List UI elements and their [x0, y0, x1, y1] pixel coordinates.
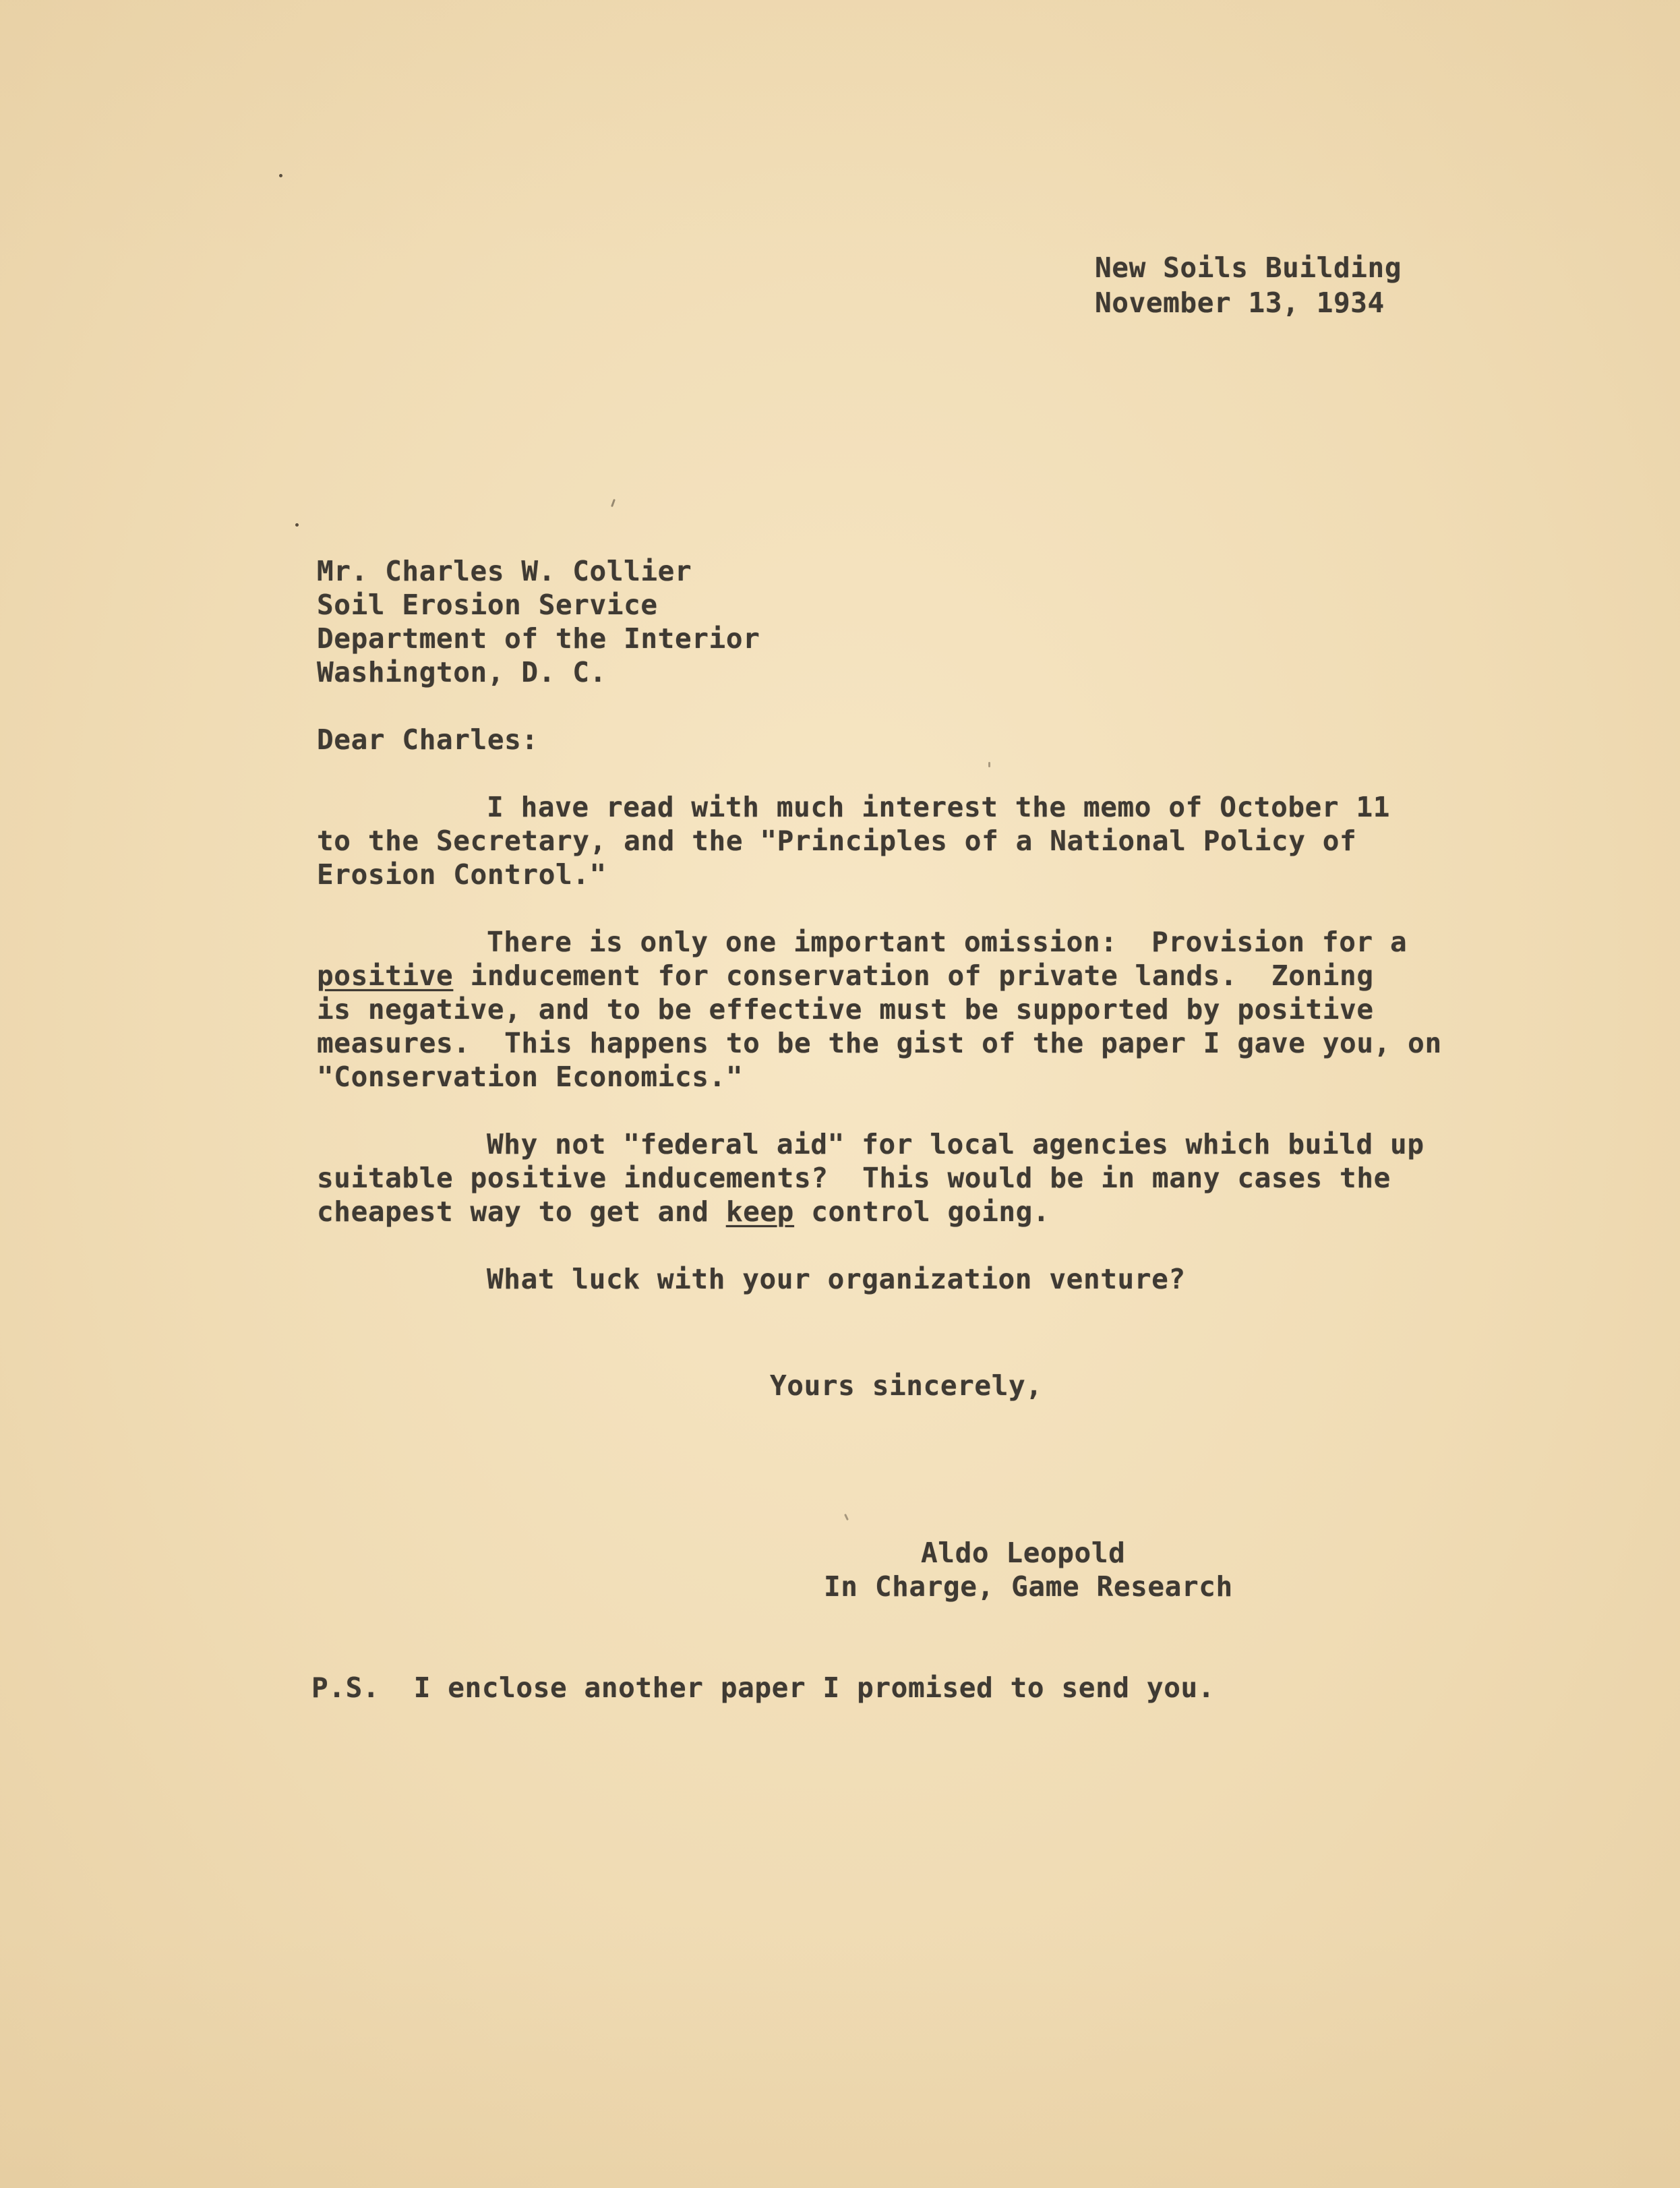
paragraph-2-line-2-rest: inducement for conservation of private lands. Zoning	[453, 959, 1374, 992]
paper-speck	[279, 174, 282, 177]
paragraph-3-line-1: Why not "federal aid" for local agencies which build up	[487, 1128, 1424, 1160]
paragraph-3-line-2: suitable positive inducements? This would be in many cases the	[317, 1162, 1391, 1194]
salutation: Dear Charles:	[317, 723, 539, 756]
signature-title: In Charge, Game Research	[824, 1570, 1233, 1603]
paragraph-3-line-3	[317, 1195, 1050, 1229]
paragraph-2-line-2	[317, 959, 1374, 993]
date-line: November 13, 1934	[1095, 287, 1385, 319]
signature-name: Aldo Leopold	[921, 1537, 1126, 1569]
paragraph-4: What luck with your organization venture?	[487, 1263, 1186, 1295]
paragraph-2-line-4: measures. This happens to be the gist of the paper I gave you, on	[317, 1027, 1442, 1059]
paper-speck	[844, 1514, 849, 1520]
paper-speck	[611, 499, 616, 507]
paragraph-1-line-1: I have read with much interest the memo of October 11	[487, 791, 1391, 823]
paper-speck	[295, 523, 299, 527]
address-line: New Soils Building	[1095, 252, 1402, 284]
recipient-office: Soil Erosion Service	[317, 589, 658, 621]
recipient-city: Washington, D. C.	[317, 656, 607, 688]
recipient-department: Department of the Interior	[317, 622, 760, 655]
paragraph-3-line-3-end: control going.	[793, 1195, 1050, 1228]
paragraph-1-line-2: to the Secretary, and the "Principles of a National Policy of	[317, 825, 1357, 857]
paragraph-2-line-3: is negative, and to be effective must be supported by positive	[317, 993, 1374, 1026]
underlined-word-positive: positive	[317, 959, 454, 992]
paragraph-1-line-3: Erosion Control."	[317, 858, 607, 891]
postscript: P.S. I enclose another paper I promised to send you.	[311, 1672, 1216, 1704]
underlined-word-keep: keep	[725, 1195, 794, 1228]
closing: Yours sincerely,	[770, 1369, 1043, 1402]
paragraph-2-line-5: "Conservation Economics."	[317, 1061, 744, 1093]
paragraph-2-line-1: There is only one important omission: Provision for a	[487, 926, 1408, 958]
paragraph-3-line-3-start: cheapest way to get and	[317, 1195, 726, 1228]
paper-speck	[988, 762, 990, 767]
recipient-name: Mr. Charles W. Collier	[317, 555, 692, 587]
